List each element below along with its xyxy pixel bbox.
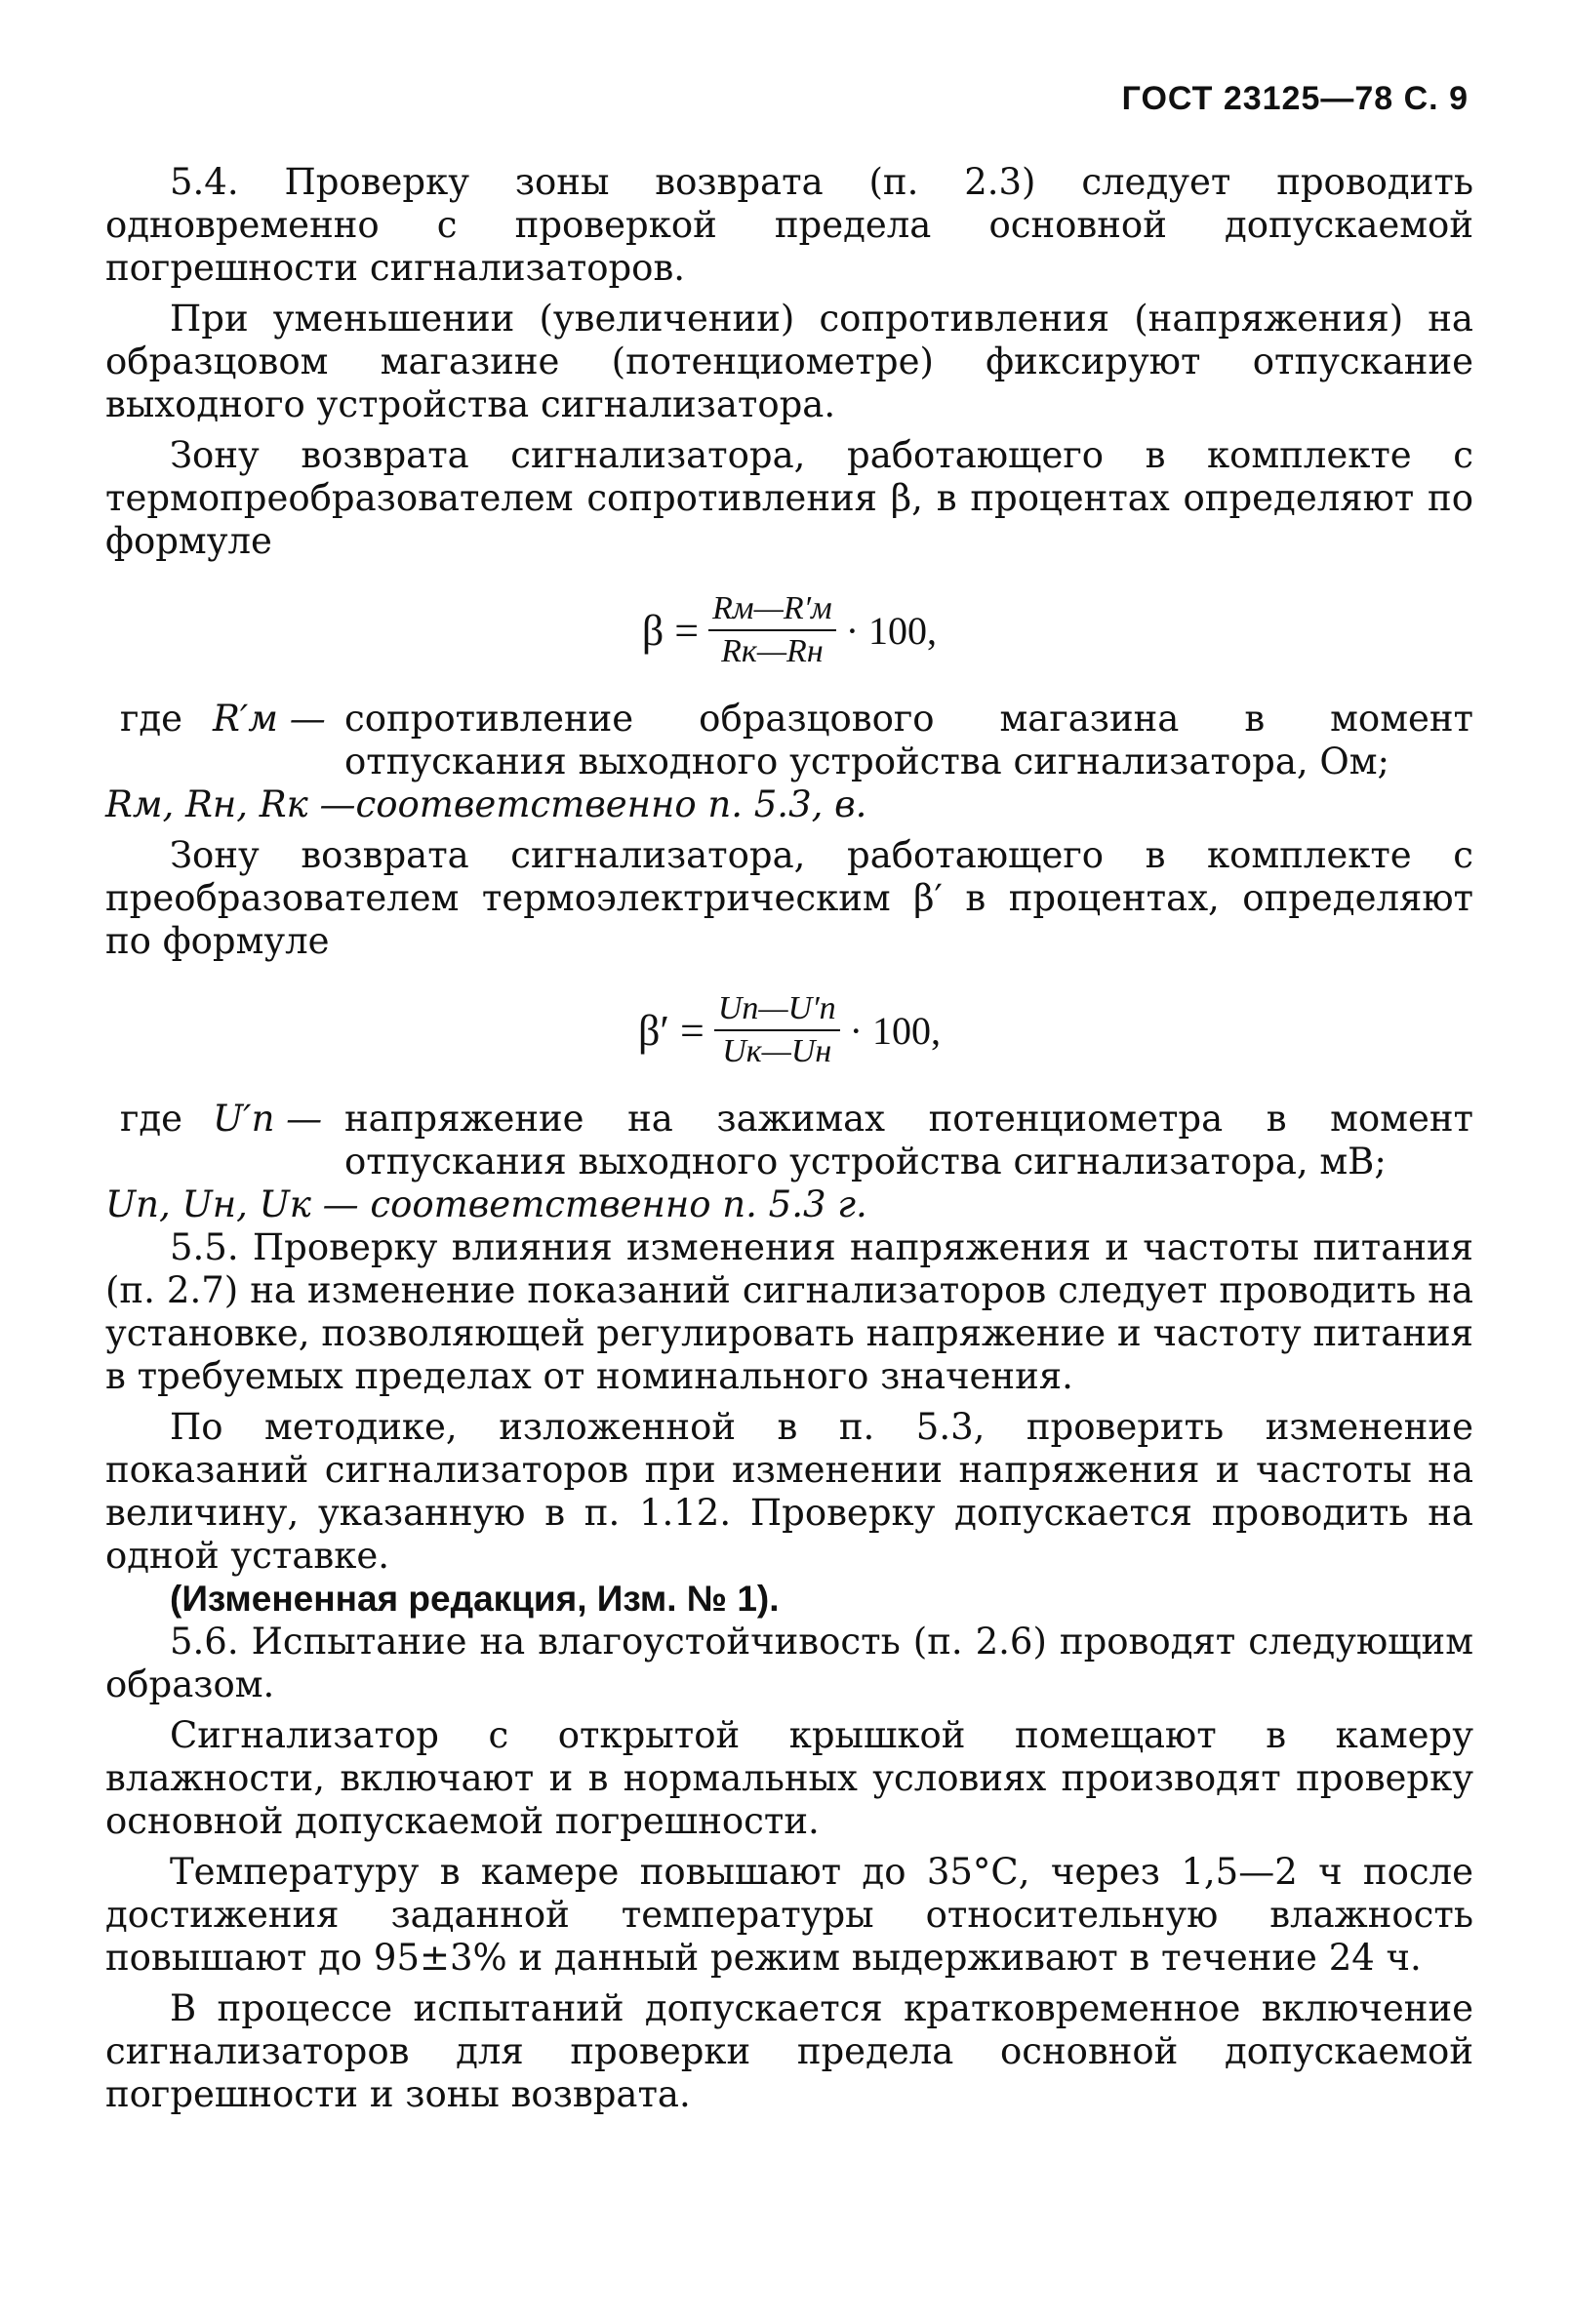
formula-beta-denominator: Rк—Rн <box>721 633 824 669</box>
definition-text: сопротивление образцового магазина в момент отпускания выходного устройства сигнализатора, Ом; <box>344 698 1473 782</box>
formula-beta-tail: · 100, <box>845 608 938 653</box>
definition-line-2: Rм, Rн, Rк —соответственно п. 5.3, в. <box>105 783 867 825</box>
paragraph-method: По методике, изложенной в п. 5.3, проверить изменение показаний сигнализаторов при изменении напряжения и частоты на величину, указанную в п. 1.12. Проверку допускается проводить на одной уставке. <box>105 1406 1473 1577</box>
definition-block-2 <box>105 1098 1473 1183</box>
formula-beta-prime-tail: · 100, <box>849 1008 941 1053</box>
definition-label: где <box>120 1098 183 1140</box>
paragraph-return-zone-resistance: Зону возврата сигнализатора, работающего в комплекте с термопреобразователем сопротивления β, в процентах определяют по формуле <box>105 434 1473 562</box>
paragraph-5-5: 5.5. Проверку влияния изменения напряжения и частоты питания (п. 2.7) на изменение показаний сигнализаторов следует проводить на установке, позволяющей регулировать напряжение и частоту питания в требуемых пределах от номинального значения. <box>105 1226 1473 1397</box>
definition-line-2: Uп, Uн, Uк — соответственно п. 5.3 г. <box>105 1183 867 1225</box>
definition-variable: U′п — <box>213 1098 323 1140</box>
formula-beta-numerator: Rм—R′м <box>708 590 836 631</box>
amendment-note: (Измененная редакция, Изм. № 1). <box>170 1579 780 1619</box>
definition-label: где <box>120 698 183 740</box>
paragraph-temperature: Температуру в камере повышают до 35°С, через 1,5—2 ч после достижения заданной температуры относительную влажность повышают до 95±3% и данный режим выдерживают в течение 24 ч. <box>105 1851 1473 1979</box>
paragraph-return-zone-thermo: Зону возврата сигнализатора, работающего в комплекте с преобразователем термоэлектрическим β′ в процентах, определяют по формуле <box>105 834 1473 962</box>
paragraph-testing-process: В процессе испытаний допускается кратковременное включение сигнализаторов для проверки предела основной допускаемой погрешности и зоны возврата. <box>105 1987 1473 2115</box>
formula-beta-prime <box>105 977 1473 1084</box>
definition-block-1 <box>105 698 1473 783</box>
paragraph-5-4: 5.4. Проверку зоны возврата (п. 2.3) следует проводить одновременно с проверкой предела основной допускаемой погрешности сигнализаторов. <box>105 161 1473 289</box>
formula-beta-prime-lhs: β′ = <box>638 1006 704 1055</box>
definition-text: напряжение на зажимах потенциометра в момент отпускания выходного устройства сигнализатора, мВ; <box>344 1098 1473 1182</box>
definition-variable: R′м — <box>213 698 326 740</box>
formula-beta <box>105 577 1473 684</box>
page-header: ГОСТ 23125—78 С. 9 <box>1121 80 1469 117</box>
formula-beta-prime-denominator: Uк—Uн <box>722 1033 832 1069</box>
formula-beta-lhs: β = <box>641 606 700 655</box>
formula-beta-prime-numerator: Uп—U′п <box>714 990 840 1031</box>
paragraph-5-6: 5.6. Испытание на влагоустойчивость (п. 2.6) проводят следующим образом. <box>105 1621 1473 1705</box>
formula-beta-prime-fraction <box>714 990 840 1070</box>
formula-beta-fraction <box>708 590 836 670</box>
paragraph-humidity-chamber: Сигнализатор с открытой крышкой помещают в камеру влажности, включают и в нормальных условиях производят проверку основной допускаемой погрешности. <box>105 1714 1473 1842</box>
document-body <box>105 161 1473 2116</box>
paragraph-resistance: При уменьшении (увеличении) сопротивления (напряжения) на образцовом магазине (потенциометре) фиксируют отпускание выходного устройства сигнализатора. <box>105 298 1473 425</box>
